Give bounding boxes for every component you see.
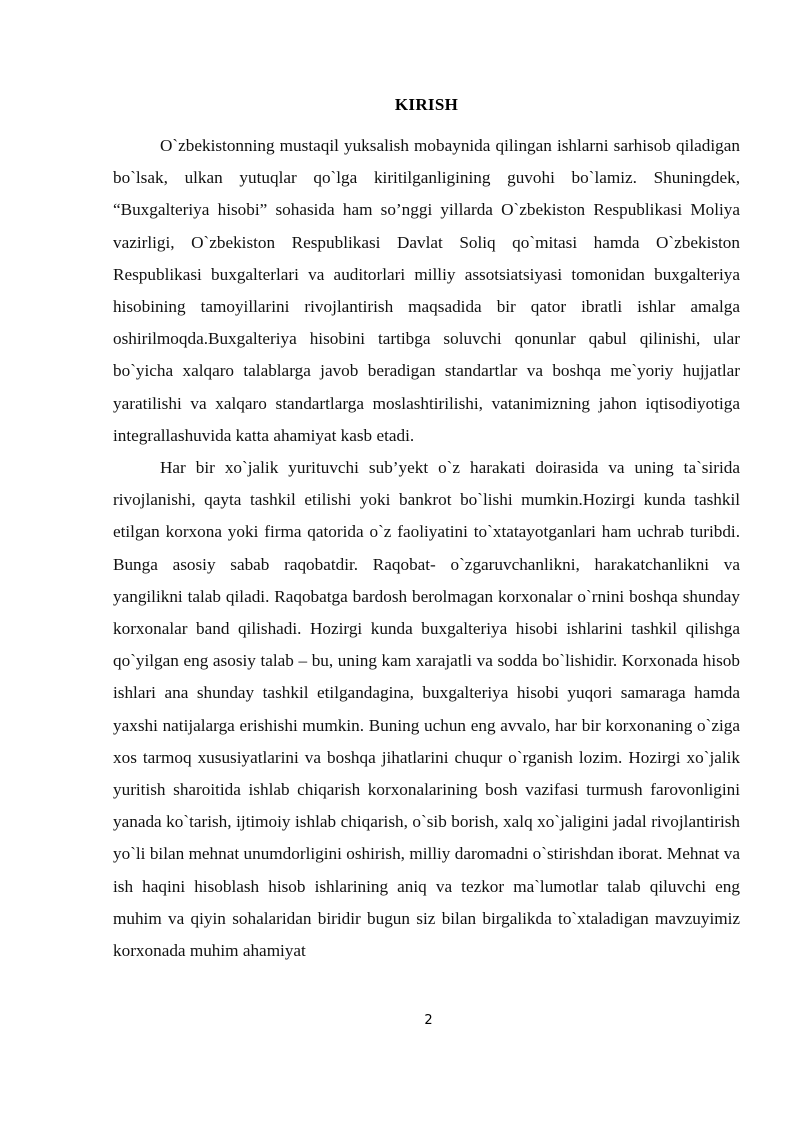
paragraph-2: Har bir xo`jalik yurituvchi sub’yekt o`z harakati doirasida va uning ta`sirida rivojlanishi, qayta tashkil etilishi yoki bankrot bo`lishi mumkin.Hozirgi kunda tashkil etilgan korxona yoki firma qatorida o`z faoliyatini to`xtatayotganlari ham uchrab turibdi. Bunga asosiy sabab raqobatdir. Raqobat- o`zgaruvchanlikni, harakatchanlikni va yangilikni talab qiladi. Raqobatga bardosh berolmagan korxonalar o`rnini boshqa shunday korxonalar band qilishadi. Hozirgi kunda buxgalteriya hisobi ishlarini tashkil qilishga qo`yilgan eng asosiy talab – bu, uning kam xarajatli va sodda bo`lishidir. Korxonada hisob ishlari ana shunday tashkil etilgandagina, buxgalteriya hisobi yuqori samaraga hamda yaxshi natijalarga erishishi mumkin. Buning uchun eng avvalo, har bir korxonaning o`ziga xos tarmoq xususiyatlarini va boshqa jihatlarini chuqur o`rganish lozim. Hozirgi xo`jalik yuritish sharoitida ishlab chiqarish korxonalarining bosh vazifasi turmush farovonligini yanada ko`tarish, ijtimoiy ishlab chiqarish, o`sib borish, xalq xo`jaligini jadal rivojlantirish yo`li bilan mehnat unumdorligini oshirish, milliy daromadni o`stirishdan iborat. Mehnat va ish haqini hisoblash hisob ishlarining aniq va tezkor ma`lumotlar talab qiluvchi eng muhim va qiyin sohalaridan biridir bugun siz bilan birgalikda to`xtaladigan mavzuyimiz korxonada muhim ahamiyat [113,458,740,961]
page-number: 2 [424,1013,433,1028]
page-title: KIRISH [394,95,459,114]
body-text [113,130,740,967]
paragraph-1: O`zbekistonning mustaqil yuksalish mobaynida qilingan ishlarni sarhisob qiladigan bo`lsak, ulkan yutuqlar qo`lga kiritilganligining guvohi bo`lamiz. Shuningdek, “Buxgalteriya hisobi” sohasida ham so’nggi yillarda O`zbekiston Respublikasi Moliya vazirligi, O`zbekiston Respublikasi Davlat Soliq qo`mitasi hamda O`zbekiston Respublikasi buxgalterlari va auditorlari milliy assotsiatsiyasi tomonidan buxgalteriya hisobining tamoyillarini rivojlantirish maqsadida bir qator ibratli ishlar amalga oshirilmoqda.Buxgalteriya hisobini tartibga soluvchi qonunlar qabul qilinishi, ular bo`yicha xalqaro talablarga javob beradigan standartlar va boshqa me`yoriy hujjatlar yaratilishi va xalqaro standartlarga moslashtirilishi, vatanimizning jahon iqtisodiyotiga integrallashuvida katta ahamiyat kasb etadi. [113,136,740,445]
